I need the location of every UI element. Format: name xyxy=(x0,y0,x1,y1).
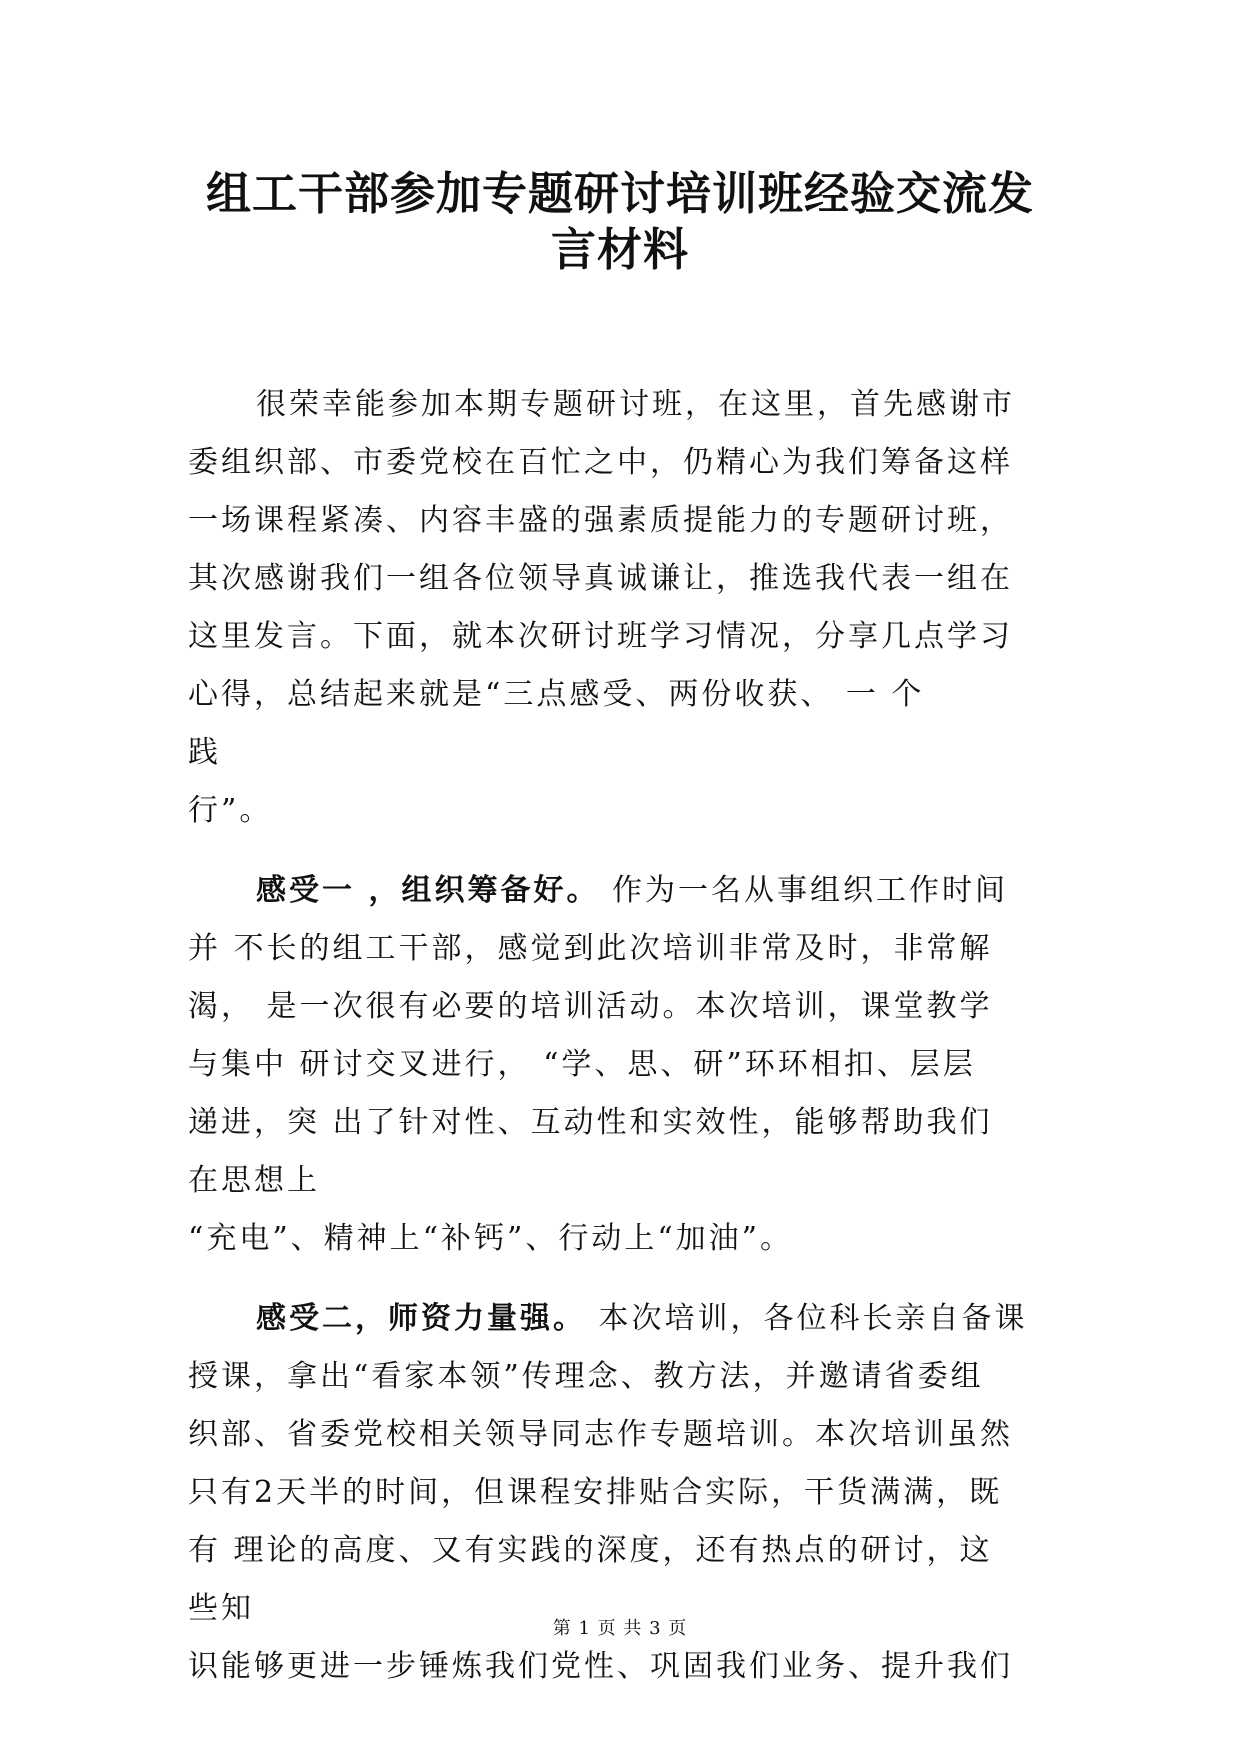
paragraph-line: 践 xyxy=(188,735,221,770)
paragraph-line: 很荣幸能参加本期专题研讨班，在这里，首先感谢市 xyxy=(256,387,1015,422)
paragraph-line: 这里发言。下面，就本次研讨班学习情况，分享几点学习 xyxy=(188,619,1013,654)
paragraph-feeling-one xyxy=(188,862,1050,1268)
paragraph-line: 有 理论的高度、又有实践的深度，还有热点的研讨，这 xyxy=(188,1533,993,1568)
paragraph-line: 与集中 研讨交叉进行， “学、思、研”环环相扣、层层 xyxy=(188,1047,976,1082)
paragraph-line: 一场课程紧凑、内容丰盛的强素质提能力的专题研讨班， xyxy=(188,503,1013,538)
page-number: 第 1 页 共 3 页 xyxy=(552,1618,688,1639)
document-title: 组工干部参加专题研讨培训班经验交流发言材料 xyxy=(205,167,1034,276)
paragraph-line xyxy=(188,1290,1050,1348)
paragraph-line: 些知 xyxy=(188,1591,254,1626)
paragraph-line: “充电”、精神上“补钙”、行动上“加油”。 xyxy=(188,1221,794,1256)
paragraph-text: 本次培训，各位科长亲自备课 xyxy=(586,1301,1028,1336)
paragraph-line: 其次感谢我们一组各位领导真诚谦让，推选我代表一组在 xyxy=(188,561,1013,596)
paragraph-line: 渴， 是一次很有必要的培训活动。本次培训，课堂教学 xyxy=(188,989,993,1024)
paragraph-line: 在思想上 xyxy=(188,1163,320,1198)
paragraph-line xyxy=(188,862,1050,920)
section-heading: 感受一 ，组织筹备好。 xyxy=(256,873,600,908)
paragraph-line: 递进，突 出了针对性、互动性和实效性，能够帮助我们 xyxy=(188,1105,993,1140)
document-body xyxy=(188,376,1050,1718)
paragraph-text: 作为一名从事组织工作时间 xyxy=(599,873,1008,908)
paragraph-line: 行”。 xyxy=(188,793,273,828)
section-heading: 感受二，师资力量强。 xyxy=(256,1301,586,1336)
paragraph-line: 只有2天半的时间，但课程安排贴合实际，干货满满，既 xyxy=(188,1475,1003,1510)
paragraph-intro xyxy=(188,376,1050,840)
paragraph-line: 委组织部、市委党校在百忙之中，仍精心为我们筹备这样 xyxy=(188,445,1013,480)
paragraph-line: 织部、省委党校相关领导同志作专题培训。本次培训虽然 xyxy=(188,1417,1013,1452)
paragraph-line: 识能够更进一步锤炼我们党性、巩固我们业务、提升我们 xyxy=(188,1649,1013,1684)
paragraph-line: 心得，总结起来就是“三点感受、两份收获、 一 个 xyxy=(188,677,925,712)
paragraph-line: 授课，拿出“看家本领”传理念、教方法，并邀请省委组 xyxy=(188,1359,984,1394)
paragraph-line: 并 不长的组工干部，感觉到此次培训非常及时，非常解 xyxy=(188,931,993,966)
